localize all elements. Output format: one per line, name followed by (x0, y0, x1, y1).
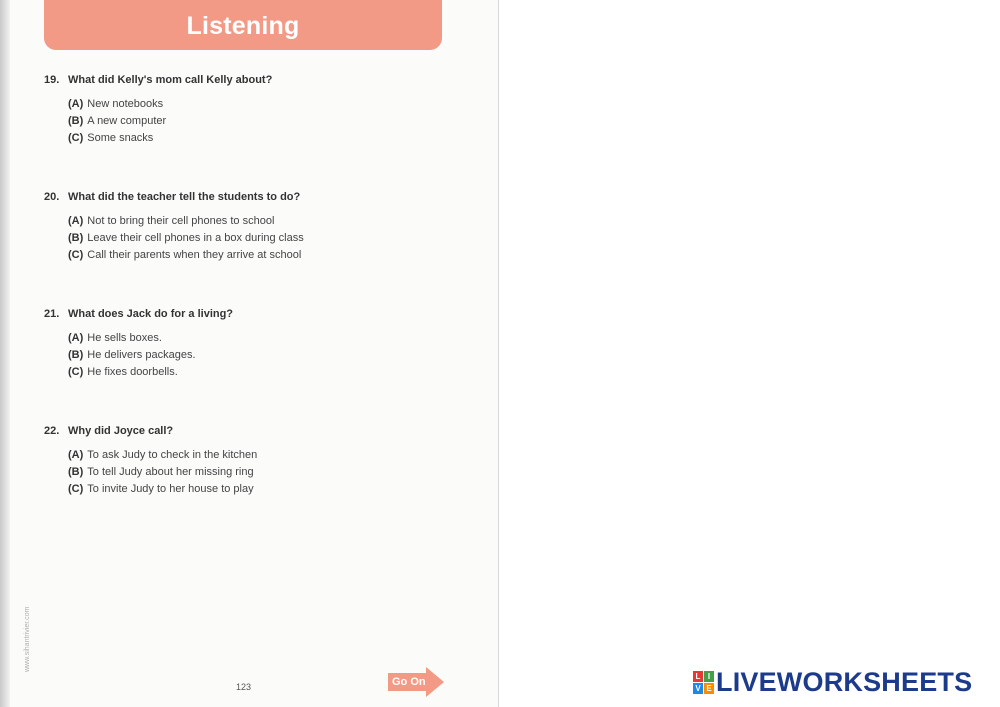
logo-letter-i: I (704, 671, 714, 682)
answer-option-b[interactable]: (B) Leave their cell phones in a box during class (68, 232, 304, 244)
go-on-label: Go On (392, 676, 426, 688)
question-text (44, 74, 464, 86)
go-on-button[interactable] (388, 667, 446, 697)
answer-option-a[interactable]: (A) To ask Judy to check in the kitchen (68, 449, 258, 461)
brand-name: LIVEWORKSHEETS (716, 666, 973, 697)
question-prompt: What did Kelly's mom call Kelly about? (68, 74, 273, 86)
publisher-url: www.sihantrivier.com (24, 606, 31, 672)
answer-options (68, 447, 464, 498)
answer-option-c[interactable]: (C) Call their parents when they arrive at school (68, 249, 302, 261)
answer-option-c[interactable]: (C) To invite Judy to her house to play (68, 483, 254, 495)
section-title: Listening (186, 12, 300, 40)
question-text (44, 308, 464, 320)
page-number: 123 (236, 682, 252, 692)
answer-option-c[interactable]: (C) Some snacks (68, 132, 154, 144)
question-number: 22. (44, 425, 60, 437)
question-number: 21. (44, 308, 60, 320)
question-text (44, 191, 464, 203)
question-22 (44, 425, 464, 498)
answer-option-b[interactable]: (B) To tell Judy about her missing ring (68, 466, 254, 478)
question-text (44, 425, 464, 437)
question-21 (44, 308, 464, 381)
answer-options (68, 96, 464, 147)
answer-option-b[interactable]: (B) A new computer (68, 115, 167, 127)
answer-options (68, 213, 464, 264)
worksheet-page (0, 0, 499, 707)
page-spine-shadow (0, 0, 10, 707)
logo-letter-l: L (693, 671, 703, 682)
question-prompt: What does Jack do for a living? (68, 308, 234, 320)
question-20 (44, 191, 464, 264)
question-number: 20. (44, 191, 60, 203)
question-number: 19. (44, 74, 60, 86)
liveworksheets-brand[interactable] (693, 667, 972, 697)
logo-letter-v: V (693, 683, 703, 694)
answer-option-a[interactable]: (A) He sells boxes. (68, 332, 162, 344)
logo-letter-e: E (704, 683, 714, 694)
answer-options (68, 330, 464, 381)
section-banner (44, 0, 442, 50)
question-prompt: What did the teacher tell the students to do? (68, 191, 301, 203)
answer-option-a[interactable]: (A) Not to bring their cell phones to school (68, 215, 275, 227)
question-prompt: Why did Joyce call? (68, 425, 174, 437)
question-19 (44, 74, 464, 147)
liveworksheets-logo-icon (693, 671, 713, 693)
answer-option-c[interactable]: (C) He fixes doorbells. (68, 366, 178, 378)
answer-option-b[interactable]: (B) He delivers packages. (68, 349, 196, 361)
answer-option-a[interactable]: (A) New notebooks (68, 98, 164, 110)
